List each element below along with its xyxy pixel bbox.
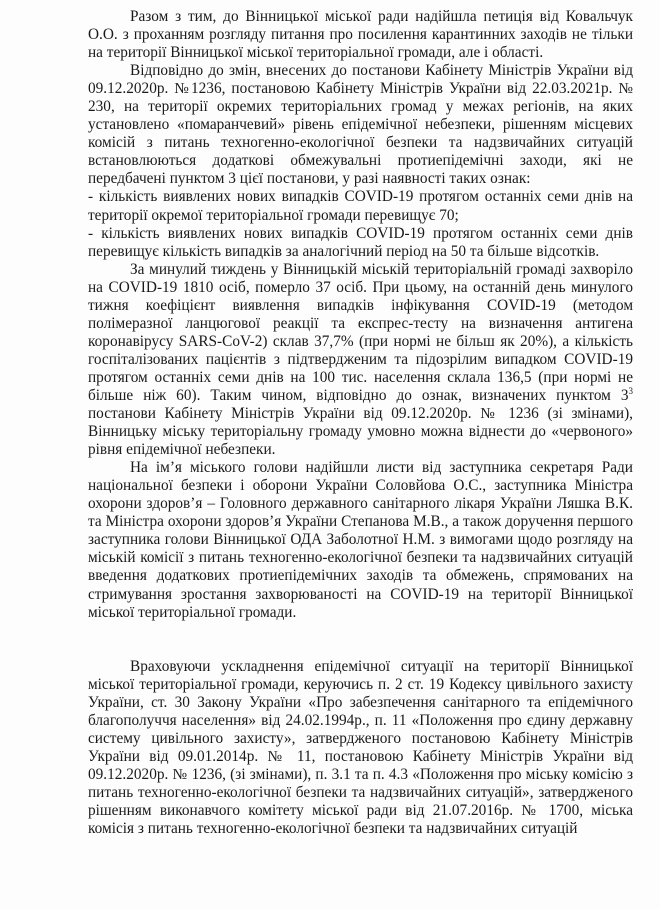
paragraph-regulation: Відповідно до змін, внесених до постанови Кабінету Міністрів України від 09.12.2020р. №1236, постановою Кабінету Міністрів України від 22.03.2021р. № 230, на території окремих територіальних громад у межах регіонів, на яких установлено «помаранчевий» рівень епідемічної небезпеки, рішенням місцевих комісій з питань техногенно-екологічної безпеки та надзвичайних ситуацій встановлюються додаткові обмежувальні протиепідемічні заходи, які не передбачені пунктом 3 цієї постанови, у разі наявності таких ознак: (88, 62, 633, 188)
superscript-marker: 3 (628, 385, 633, 396)
paragraph-conclusion: Враховуючи ускладнення епідемічної ситуації на території Вінницької міської територіальної громади, керуючись п. 2 ст. 19 Кодексу цивільного захисту України, ст. 30 Закону України «Про забезпечення санітарного та епідемічного благополуччя населення» від 24.02.1994р., п. 11 «Положення про єдину державну систему цивільного захисту», затвердженого постановою Кабінету Міністрів України від 09.01.2014р. № 11, постановою Кабінету Міністрів України від 09.12.2020р. № 1236, (зі змінами), п. 3.1 та п. 4.3 «Положення про міську комісію з питань техногенно-екологічної безпеки та надзвичайних ситуацій», затвердженого рішенням виконавчого комітету міської ради від 21.07.2016р. № 1700, міська комісія з питань техногенно-екологічної безпеки та надзвичайних ситуацій (88, 657, 633, 838)
paragraph-petition: Разом з тим, до Вінницької міської ради надійшла петиція від Ковальчук О.О. з проханням розгляду питання про посилення карантинних заходів не тільки на території Вінницької міської територіальної громади, але і області. (88, 8, 633, 62)
statistics-text-main: За минулий тиждень у Вінницькій міській територіальній громаді захворіло на COVID-19 1810 осіб, померло 37 осіб. При цьому, на останній день минулого тижня коефіцієнт виявлення випадків інфікування COVID-19 (методом полімеразної ланцюгової реакції та експрес-тесту на визначення антигена коронавірусу SARS-CoV-2) склав 37,7% (при нормі не більш як 20%), а кількість госпіталізованих пацієнтів з підтвердженим та підозрілим випадком COVID-19 протягом останніх семи днів на 100 тис. населення склала 136,5 (при нормі не більше ніж 60). Таким чином, відповідно до ознак, визначених пунктом 3 (88, 260, 633, 404)
paragraph-letters: На ім’я міського голови надійшли листи від заступника секретаря Ради національної безпеки і оборони України Соловйова О.С., заступника Міністра охорони здоров’я – Головного державного санітарного лікаря України Ляшка В.К. та Міністра охорони здоров’я України Степанова М.В., а також доручення першого заступника голови Вінницької ОДА Заболотної Н.М. з вимогами щодо розгляду на міській комісії з питань техногенно-екологічної безпеки та надзвичайних ситуацій введення додаткових протиепідемічних заходів та обмежень, спрямованих на стримування зростання захворюваності на COVID-19 на території Вінницької міської територіальної громади. (88, 459, 633, 621)
paragraph-statistics (88, 261, 633, 460)
bullet-condition-1: - кількість виявлених нових випадків COVID-19 протягом останніх семи днів на території окремої територіальної громади перевищує 70; (88, 188, 633, 224)
document-body (88, 8, 633, 838)
paragraph-spacer (88, 622, 633, 658)
bullet-condition-2: - кількість виявлених нових випадків COVID-19 протягом останніх семи днів перевищує кількість випадків за аналогічний період на 50 та більше відсотків. (88, 224, 633, 260)
statistics-text-tail: постанови Кабінету Міністрів України від 09.12.2020р. № 1236 (зі змінами), Вінницьку міську територіальну громаду умовно можна віднести до «червоного» рівня епідемічної небезпеки. (88, 405, 633, 459)
